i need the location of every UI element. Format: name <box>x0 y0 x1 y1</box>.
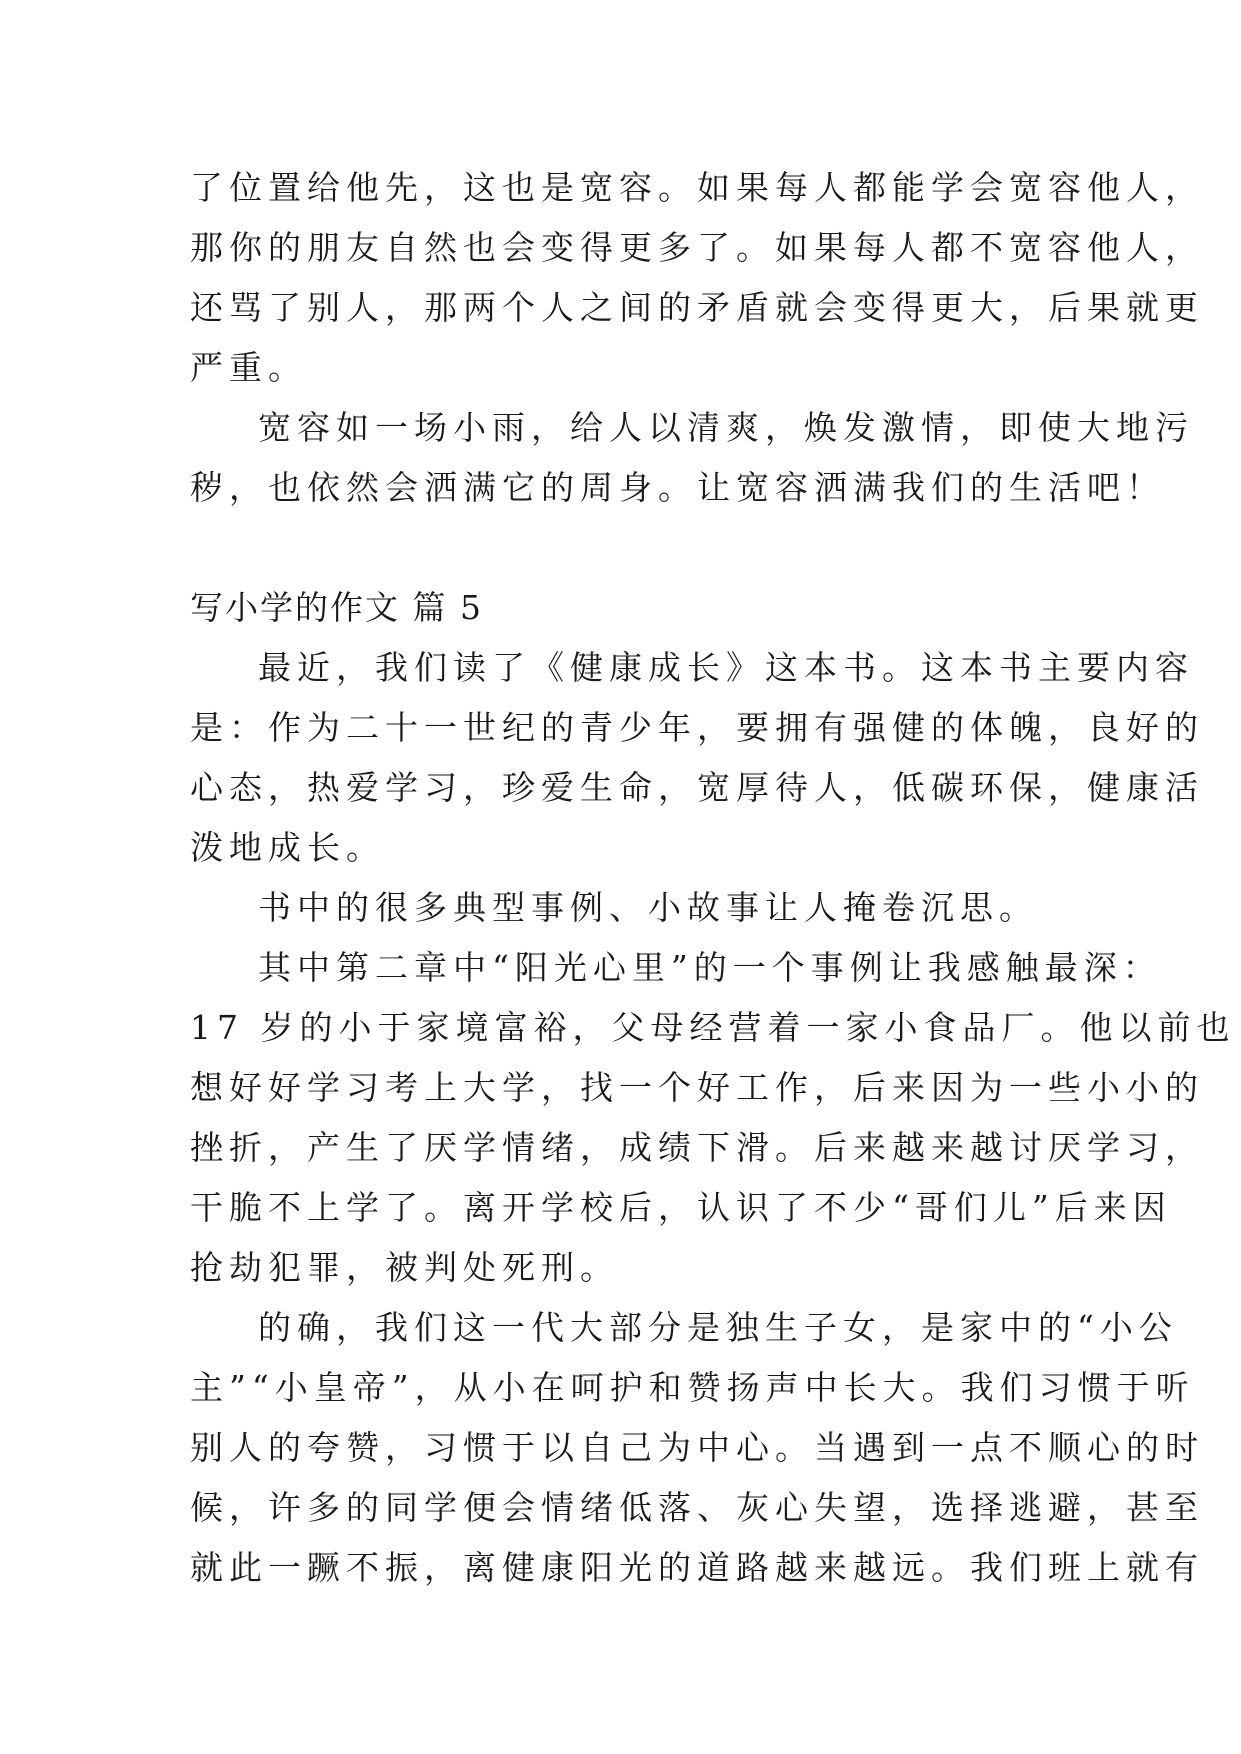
document-page <box>190 158 1236 1598</box>
text-line: 干脆不上学了。离开学校后，认识了不少“哥们儿”后来因 <box>190 1188 1172 1227</box>
text-line: 主”“小皇帝”，从小在呵护和赞扬声中长大。我们习惯于听 <box>190 1368 1195 1407</box>
text-line: 还骂了别人，那两个人之间的矛盾就会变得更大，后果就更 <box>190 288 1204 327</box>
text-line: 就此一蹶不振，离健康阳光的道路越来越远。我们班上就有 <box>190 1548 1204 1587</box>
paragraph-first-line: 其中第二章中“阳光心里”的一个事例让我感触最深： <box>258 948 1162 987</box>
text-line: 是：作为二十一世纪的青少年，要拥有强健的体魄，良好的 <box>190 708 1204 747</box>
text-line: 了位置给他先，这也是宽容。如果每人都能学会宽容他人， <box>190 168 1204 207</box>
text-line: 秽，也依然会洒满它的周身。让宽容洒满我们的生活吧！ <box>190 468 1165 507</box>
paragraph-first-line: 书中的很多典型事例、小故事让人掩卷沉思。 <box>258 888 1038 927</box>
paragraph-first-line: 宽容如一场小雨，给人以清爽，焕发激情，即使大地污 <box>258 408 1194 447</box>
text-line: 抢劫犯罪，被判处死刑。 <box>190 1248 619 1287</box>
text-line: 泼地成长。 <box>190 828 385 867</box>
section-heading: 写小学的作文 篇 5 <box>190 588 483 627</box>
paragraph-first-line: 最近，我们读了《健康成长》这本书。这本书主要内容 <box>258 648 1194 687</box>
text-line: 挫折，产生了厌学情绪，成绩下滑。后来越来越讨厌学习， <box>190 1128 1204 1167</box>
text-line: 严重。 <box>190 348 307 387</box>
paragraph-first-line: 的确，我们这一代大部分是独生子女，是家中的“小公 <box>258 1308 1178 1347</box>
text-line: 17 岁的小于家境富裕，父母经营着一家小食品厂。他以前也 <box>190 1008 1236 1047</box>
text-line: 别人的夸赞，习惯于以自己为中心。当遇到一点不顺心的时 <box>190 1428 1204 1467</box>
text-line: 想好好学习考上大学，找一个好工作，后来因为一些小小的 <box>190 1068 1204 1107</box>
text-line: 候，许多的同学便会情绪低落、灰心失望，选择逃避，甚至 <box>190 1488 1204 1527</box>
text-line: 心态，热爱学习，珍爱生命，宽厚待人，低碳环保，健康活 <box>190 768 1204 807</box>
section-spacer <box>190 518 1070 578</box>
text-line: 那你的朋友自然也会变得更多了。如果每人都不宽容他人， <box>190 228 1204 267</box>
